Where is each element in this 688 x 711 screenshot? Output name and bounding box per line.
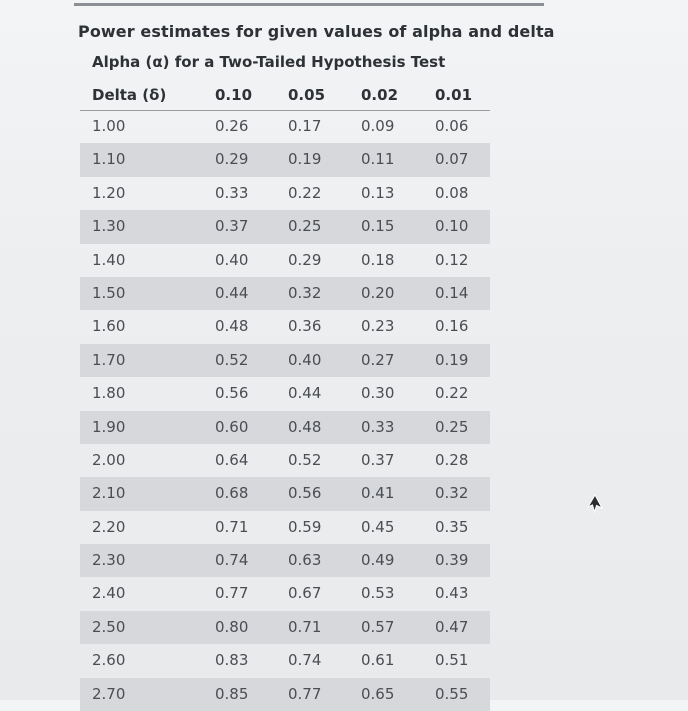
table-row	[80, 477, 490, 510]
power-cell: 0.25	[288, 217, 322, 236]
power-cell: 0.52	[215, 350, 249, 369]
power-cell: 0.74	[215, 551, 249, 570]
power-cell: 0.19	[435, 350, 469, 369]
delta-cell: 2.30	[92, 551, 126, 570]
power-cell: 0.77	[288, 684, 322, 703]
power-cell: 0.44	[215, 283, 249, 302]
table-row	[80, 511, 490, 544]
table-row	[80, 577, 490, 610]
power-cell: 0.67	[288, 584, 322, 603]
header-alpha-005: 0.05	[288, 86, 326, 104]
delta-cell: 1.60	[92, 317, 126, 336]
table-row	[80, 678, 490, 711]
table-row	[80, 310, 490, 343]
power-cell: 0.15	[361, 217, 395, 236]
power-cell: 0.44	[288, 384, 322, 403]
power-cell: 0.56	[288, 484, 322, 503]
power-cell: 0.07	[435, 150, 469, 169]
mouse-pointer-icon	[586, 494, 604, 514]
power-cell: 0.52	[288, 450, 322, 469]
power-cell: 0.51	[435, 651, 469, 670]
power-cell: 0.17	[288, 117, 322, 135]
power-cell: 0.74	[288, 651, 322, 670]
delta-cell: 1.40	[92, 250, 126, 269]
top-rule	[74, 3, 544, 6]
header-alpha-002: 0.02	[361, 86, 399, 104]
power-cell: 0.57	[361, 617, 395, 636]
power-cell: 0.12	[435, 250, 469, 269]
table-row	[80, 210, 490, 243]
table-row	[80, 344, 490, 377]
delta-cell: 2.50	[92, 617, 126, 636]
table-row	[80, 244, 490, 277]
table-body	[80, 110, 490, 711]
delta-cell: 1.50	[92, 283, 126, 302]
delta-cell: 1.30	[92, 217, 126, 236]
power-cell: 0.71	[215, 517, 249, 536]
power-cell: 0.53	[361, 584, 395, 603]
power-cell: 0.29	[215, 150, 249, 169]
power-cell: 0.55	[435, 684, 469, 703]
power-cell: 0.06	[435, 117, 469, 135]
table-row	[80, 110, 490, 143]
power-cell: 0.60	[215, 417, 249, 436]
power-cell: 0.25	[435, 417, 469, 436]
power-cell: 0.19	[288, 150, 322, 169]
power-cell: 0.20	[361, 283, 395, 302]
power-cell: 0.26	[215, 117, 249, 135]
power-cell: 0.32	[288, 283, 322, 302]
power-cell: 0.49	[361, 551, 395, 570]
power-cell: 0.48	[215, 317, 249, 336]
power-cell: 0.39	[435, 551, 469, 570]
power-cell: 0.14	[435, 283, 469, 302]
power-cell: 0.63	[288, 551, 322, 570]
power-cell: 0.27	[361, 350, 395, 369]
power-cell: 0.41	[361, 484, 395, 503]
power-cell: 0.40	[215, 250, 249, 269]
table-row	[80, 544, 490, 577]
table-row	[80, 277, 490, 310]
power-cell: 0.36	[288, 317, 322, 336]
header-delta: Delta (δ)	[92, 86, 167, 104]
power-cell: 0.32	[435, 484, 469, 503]
power-cell: 0.30	[361, 384, 395, 403]
power-cell: 0.35	[435, 517, 469, 536]
power-cell: 0.56	[215, 384, 249, 403]
power-cell: 0.43	[435, 584, 469, 603]
power-cell: 0.28	[435, 450, 469, 469]
table-row	[80, 444, 490, 477]
table-header	[80, 78, 490, 111]
power-cell: 0.37	[215, 217, 249, 236]
power-cell: 0.68	[215, 484, 249, 503]
power-cell: 0.18	[361, 250, 395, 269]
power-cell: 0.40	[288, 350, 322, 369]
delta-cell: 1.00	[92, 117, 126, 135]
power-cell: 0.22	[288, 183, 322, 202]
power-cell: 0.71	[288, 617, 322, 636]
power-cell: 0.33	[215, 183, 249, 202]
delta-cell: 1.20	[92, 183, 126, 202]
power-cell: 0.08	[435, 183, 469, 202]
power-cell: 0.22	[435, 384, 469, 403]
delta-cell: 2.10	[92, 484, 126, 503]
delta-cell: 2.60	[92, 651, 126, 670]
power-cell: 0.83	[215, 651, 249, 670]
power-cell: 0.23	[361, 317, 395, 336]
power-cell: 0.85	[215, 684, 249, 703]
delta-cell: 1.90	[92, 417, 126, 436]
delta-cell: 2.70	[92, 684, 126, 703]
delta-cell: 2.20	[92, 517, 126, 536]
table-row	[80, 377, 490, 410]
table-row	[80, 644, 490, 677]
table-row	[80, 411, 490, 444]
power-cell: 0.77	[215, 584, 249, 603]
power-cell: 0.64	[215, 450, 249, 469]
power-cell: 0.10	[435, 217, 469, 236]
power-cell: 0.80	[215, 617, 249, 636]
power-cell: 0.29	[288, 250, 322, 269]
power-cell: 0.47	[435, 617, 469, 636]
delta-cell: 1.10	[92, 150, 126, 169]
power-cell: 0.16	[435, 317, 469, 336]
table-row	[80, 611, 490, 644]
power-cell: 0.48	[288, 417, 322, 436]
power-cell: 0.37	[361, 450, 395, 469]
power-cell: 0.65	[361, 684, 395, 703]
delta-cell: 1.80	[92, 384, 126, 403]
header-alpha-010: 0.10	[215, 86, 253, 104]
power-cell: 0.61	[361, 651, 395, 670]
delta-cell: 1.70	[92, 350, 126, 369]
power-cell: 0.13	[361, 183, 395, 202]
header-alpha-001: 0.01	[435, 86, 473, 104]
power-cell: 0.45	[361, 517, 395, 536]
table-subtitle: Alpha (α) for a Two-Tailed Hypothesis Test	[92, 53, 446, 71]
power-cell: 0.59	[288, 517, 322, 536]
table-title: Power estimates for given values of alpha and delta	[78, 22, 555, 41]
delta-cell: 2.40	[92, 584, 126, 603]
power-cell: 0.09	[361, 117, 395, 135]
delta-cell: 2.00	[92, 450, 126, 469]
table-row	[80, 143, 490, 176]
table-row	[80, 177, 490, 210]
power-cell: 0.11	[361, 150, 395, 169]
power-cell: 0.33	[361, 417, 395, 436]
